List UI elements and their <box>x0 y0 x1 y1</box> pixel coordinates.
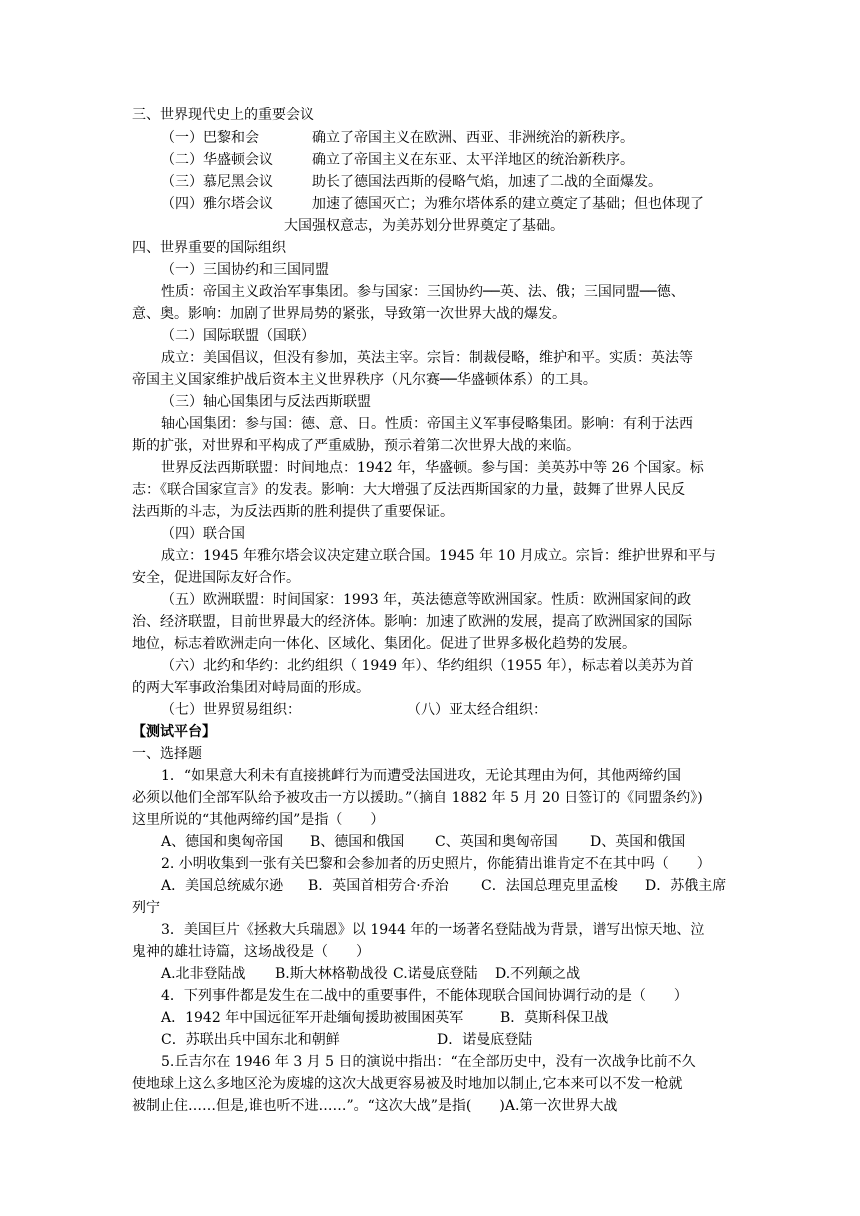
meeting-desc: 确立了帝国主义在东亚、太平洋地区的统治新秩序。 <box>312 152 634 168</box>
paragraph-line: 治、经济联盟，目前世界最大的经济体。影响：加速了欧洲的发展，提高了欧洲国家的国际 <box>132 614 692 630</box>
subheading-united-nations: （四）联合国 <box>161 526 245 542</box>
paragraph-line: 帝国主义国家维护战后资本主义世界秩序（凡尔赛──华盛顿体系）的工具。 <box>132 372 597 388</box>
answer-option: C．苏联出兵中国东北和朝鲜 <box>161 1032 340 1048</box>
subheading-entente-alliance: （一）三国协约和三国同盟 <box>161 262 329 278</box>
answer-option: B．英国首相劳合·乔治 <box>308 878 449 894</box>
question-text: 必须以他们全部军队给予被攻击一方以援助。”（摘自 1882 年 5 月 20 日签订的《同盟条约》) <box>132 790 703 806</box>
paragraph-line: （六）北约和华约：北约组织（ 1949 年）、华约组织（1955 年），标志着以美苏为首 <box>161 658 694 674</box>
subheading-wto: （七）世界贸易组织： <box>161 702 301 718</box>
question-text: 鬼神的雄壮诗篇，这场战役是（ ） <box>132 944 370 960</box>
paragraph-line: 安全，促进国际友好合作。 <box>132 570 300 586</box>
question-text: 1．“如果意大利未有直接挑衅行为而遭受法国进攻，无论其理由为何，其他两缔约国 <box>161 768 682 784</box>
question-text: 被制止住……但是,谁也听不进……”。“这次大战”是指( )A.第一次世界大战 <box>132 1098 618 1114</box>
subheading-apec: （八）亚太经合组织： <box>407 702 547 718</box>
answer-option: D、英国和俄国 <box>590 834 686 850</box>
answer-option: B．莫斯科保卫战 <box>500 1010 609 1026</box>
answer-option: C．法国总理克里孟梭 <box>481 878 618 894</box>
meeting-desc: 助长了德国法西斯的侵略气焰，加速了二战的全面爆发。 <box>312 174 662 190</box>
paragraph-line: 志：《联合国家宣言》的发表。影响：大大增强了反法西斯国家的力量，鼓舞了世界人民反 <box>132 482 685 498</box>
paragraph-line: 斯的扩张，对世界和平构成了严重威胁，预示着第二次世界大战的来临。 <box>132 438 580 454</box>
meeting-name: （四）雅尔塔会议 <box>161 196 273 212</box>
paragraph-line: 世界反法西斯联盟：时间地点：1942 年，华盛顿。参与国：美英苏中等 26 个国家。标 <box>161 460 704 476</box>
section-heading-meetings: 三、世界现代史上的重要会议 <box>132 107 314 123</box>
answer-option-continued: 列宁 <box>132 900 160 916</box>
answer-option: B.斯大林格勒战役 <box>275 966 388 982</box>
answer-option: D．诺曼底登陆 <box>437 1032 533 1048</box>
test-heading: 【测试平台】 <box>132 724 216 740</box>
meeting-desc: 加速了德国灭亡；为雅尔塔体系的建立奠定了基础；但也体现了 <box>312 196 704 212</box>
section-heading-organizations: 四、世界重要的国际组织 <box>132 240 286 256</box>
paragraph-line: 地位，标志着欧洲走向一体化、区域化、集团化。促进了世界多极化趋势的发展。 <box>132 636 636 652</box>
answer-option: A．美国总统威尔逊 <box>161 878 284 894</box>
paragraph-line: 轴心国集团：参与国：德、意、日。性质：帝国主义军事侵略集团。影响：有利于法西 <box>161 416 693 432</box>
answer-option: A.北非登陆战 <box>161 966 246 982</box>
answer-option: D．苏俄主席 <box>645 878 727 894</box>
paragraph-line: （五）欧洲联盟：时间国家：1993 年，英法德意等欧洲国家。性质：欧洲国家间的政 <box>161 592 692 608</box>
subheading-axis-antifascist: （三）轴心国集团与反法西斯联盟 <box>161 394 371 410</box>
meeting-desc-continued: 大国强权意志，为美苏划分世界奠定了基础。 <box>284 218 564 234</box>
question-text: 5.丘吉尔在 1946 年 3 月 5 日的演说中指出：“在全部历史中，没有一次战争比前不久 <box>161 1054 696 1070</box>
meeting-name: （三）慕尼黑会议 <box>161 174 273 190</box>
question-text: 2. 小明收集到一张有关巴黎和会参加者的历史照片，你能猜出谁肯定不在其中吗（ ） <box>161 856 711 872</box>
answer-option: B、德国和俄国 <box>310 834 405 850</box>
paragraph-line: 意、奥。影响：加剧了世界局势的紧张，导致第一次世界大战的爆发。 <box>132 306 566 322</box>
subheading-league-of-nations: （二）国际联盟（国联） <box>161 328 315 344</box>
answer-option: D.不列颠之战 <box>495 966 581 982</box>
paragraph-line: 的两大军事政治集团对峙局面的形成。 <box>132 680 370 696</box>
question-text: 这里所说的“其他两缔约国”是指（ ） <box>132 812 385 828</box>
meeting-name: （二）华盛顿会议 <box>161 152 273 168</box>
meeting-desc: 确立了帝国主义在欧洲、西亚、非洲统治的新秩序。 <box>312 130 634 146</box>
paragraph-line: 成立：1945 年雅尔塔会议决定建立联合国。1945 年 10 月成立。宗旨：维护世界和平与 <box>161 548 716 564</box>
paragraph-line: 法西斯的斗志，为反法西斯的胜利提供了重要保证。 <box>132 504 454 520</box>
question-text: 4．下列事件都是发生在二战中的重要事件，不能体现联合国间协调行动的是（ ） <box>161 988 688 1004</box>
paragraph-line: 成立：美国倡议，但没有参加，英法主宰。宗旨：制裁侵略，维护和平。实质：英法等 <box>161 350 693 366</box>
question-text: 使地球上这么多地区沦为废墟的这次大战更容易被及时地加以制止,它本来可以不发一枪就 <box>132 1076 683 1092</box>
choice-section-heading: 一、选择题 <box>132 746 202 762</box>
paragraph-line: 性质：帝国主义政治军事集团。参与国家：三国协约──英、法、俄；三国同盟──德、 <box>161 284 685 300</box>
answer-option: C.诺曼底登陆 <box>393 966 478 982</box>
question-text: 3．美国巨片《拯救大兵瑞恩》以 1944 年的一场著名登陆战为背景，谱写出惊天地、泣 <box>161 922 705 938</box>
answer-option: A．1942 年中国远征军开赴缅甸援助被围困英军 <box>161 1010 464 1026</box>
meeting-name: （一）巴黎和会 <box>161 130 259 146</box>
answer-option: A、德国和奥匈帝国 <box>161 834 284 850</box>
answer-option: C、英国和奥匈帝国 <box>435 834 558 850</box>
